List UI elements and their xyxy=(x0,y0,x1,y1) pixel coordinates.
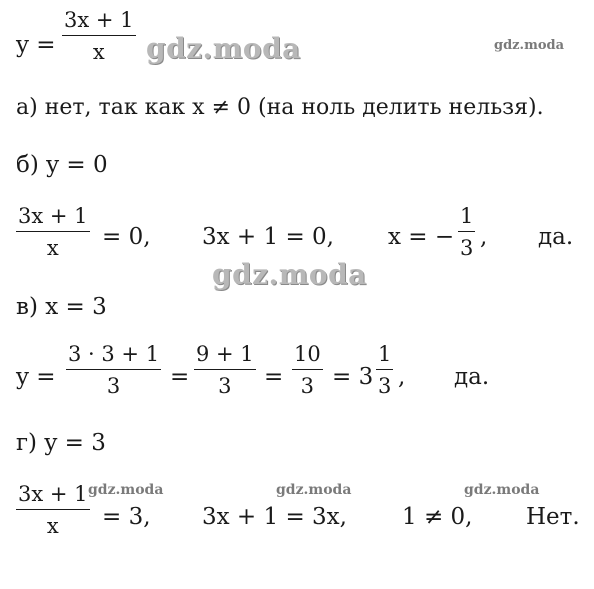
part-v-fraction-2 xyxy=(194,344,256,397)
part-b-eq3-tail: , xyxy=(480,224,488,250)
part-v-f4-denominator: 3 xyxy=(378,374,392,398)
part-b-eq3-fraction xyxy=(458,206,475,259)
part-a-text: а) нет, так как x ≠ 0 (на ноль делить нельзя). xyxy=(16,95,544,120)
part-g-frac-denominator: x xyxy=(46,514,59,538)
watermark-center: gdz.moda xyxy=(212,258,367,291)
part-g-label: г) y = 3 xyxy=(16,430,106,456)
part-v-eq-a: = xyxy=(170,364,190,390)
part-b-fraction xyxy=(16,206,90,259)
watermark-bottom-3: gdz.moda xyxy=(464,482,540,498)
part-v-tail: , xyxy=(398,364,406,390)
part-v-fraction-1 xyxy=(66,344,161,397)
part-g-eq1-tail: = 3, xyxy=(102,504,151,530)
part-v-answer: да. xyxy=(454,364,490,390)
part-v-f2-denominator: 3 xyxy=(218,374,232,398)
part-b-frac-numerator: 3x + 1 xyxy=(18,204,88,228)
part-b-eq3-numerator: 1 xyxy=(460,204,474,228)
part-v-f3-numerator: 10 xyxy=(294,342,321,366)
part-v-f4-numerator: 1 xyxy=(378,342,392,366)
watermark-bottom-2: gdz.moda xyxy=(276,482,352,498)
part-g-eq3: 1 ≠ 0, xyxy=(402,504,473,530)
part-v-f1-denominator: 3 xyxy=(106,374,121,398)
header-frac-denominator: x xyxy=(92,40,105,64)
part-b-frac-denominator: x xyxy=(46,236,59,260)
part-g-answer: Нет. xyxy=(526,504,580,530)
part-b-answer: да. xyxy=(538,224,574,250)
part-v-label: в) x = 3 xyxy=(16,294,107,320)
part-v-f3-denominator: 3 xyxy=(300,374,315,398)
part-b-eq2: 3x + 1 = 0, xyxy=(202,224,334,250)
part-v-f1-numerator: 3 · 3 + 1 xyxy=(68,342,160,366)
header-frac-numerator: 3x + 1 xyxy=(64,8,134,32)
header-fraction xyxy=(62,10,136,63)
part-b-eq1-tail: = 0, xyxy=(102,224,151,250)
watermark-bottom-1: gdz.moda xyxy=(88,482,164,498)
part-v-eq-b: = xyxy=(264,364,284,390)
part-b-label: б) y = 0 xyxy=(16,152,108,178)
part-v-fraction-3 xyxy=(292,344,323,397)
header-lhs: y = xyxy=(16,32,56,58)
part-b-eq3-denominator: 3 xyxy=(460,236,474,260)
part-g-frac-numerator: 3x + 1 xyxy=(18,482,88,506)
part-b-eq3-lhs: x = − xyxy=(388,224,455,250)
part-v-lhs: y = xyxy=(16,364,56,390)
watermark-top: gdz.moda xyxy=(146,32,301,65)
part-g-fraction xyxy=(16,484,90,537)
part-v-fraction-4 xyxy=(376,344,393,397)
watermark-top-right: gdz.moda xyxy=(494,38,565,53)
part-v-f2-numerator: 9 + 1 xyxy=(196,342,254,366)
part-g-eq2: 3x + 1 = 3x, xyxy=(202,504,347,530)
part-v-eq-c: = 3 xyxy=(332,364,374,390)
